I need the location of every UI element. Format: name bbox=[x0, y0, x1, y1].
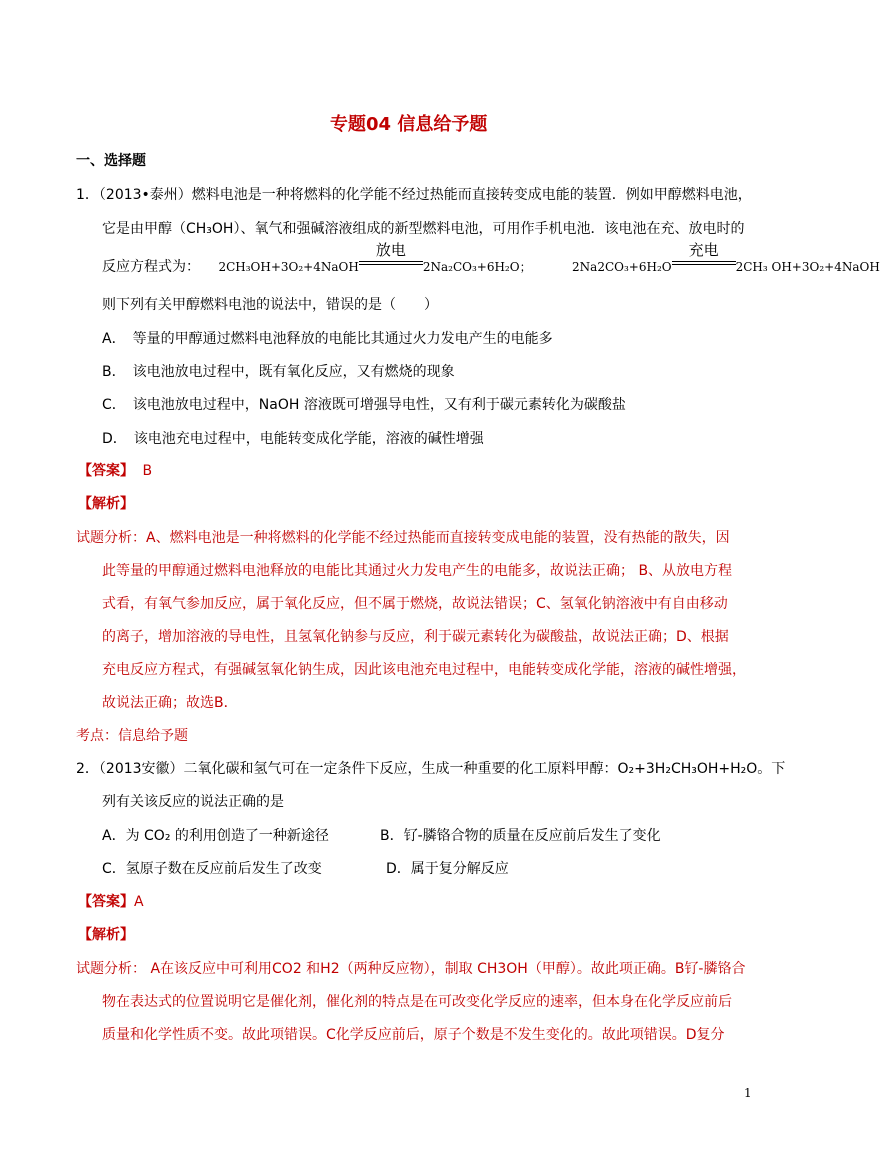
charge-label: 充电 bbox=[688, 241, 719, 259]
equation1-right: 2Na₂CO₃+6H₂O； bbox=[422, 260, 532, 274]
q1-line1: 1．（2013•泰州）燃料电池是一种将燃料的化学能不经过热能而直接转变成电能的装置．例如甲醇燃料电池， bbox=[76, 187, 752, 203]
q1-option-a: A． 等量的甲醇通过燃料电池释放的电能比其通过火力发电产生的电能多 bbox=[102, 331, 553, 347]
q1-analysis-line2: 此等量的甲醇通过燃料电池释放的电能比其通过火力发电产生的电能多，故说法正确； B、从放电方程 bbox=[102, 563, 733, 579]
q1-analysis-line3: 式看，有氧气参加反应，属于氧化反应，但不属于燃烧，故说法错误；C、氢氧化钠溶液中有自由移动 bbox=[102, 596, 728, 612]
q2-analysis-line3: 质量和化学性质不变。故此项错误。C化学反应前后，原子个数是不发生变化的。故此项错误。D复分 bbox=[102, 1027, 725, 1043]
q2-option-b: B．钌-膦铬合物的质量在反应前后发生了变化 bbox=[380, 828, 661, 844]
q1-analysis-line6: 故说法正确；故选B． bbox=[102, 695, 238, 711]
answer-value: B bbox=[142, 463, 153, 479]
q1-kaodian: 考点：信息给予题 bbox=[76, 728, 188, 744]
q1-option-c: C． 该电池放电过程中，NaOH 溶液既可增强导电性，又有利于碳元素转化为碳酸盐 bbox=[102, 397, 626, 413]
page-title: 专题04 信息给予题 bbox=[330, 114, 488, 135]
q2-option-c: C．氢原子数在反应前后发生了改变 bbox=[102, 861, 322, 877]
discharge-label: 放电 bbox=[375, 241, 406, 259]
q1-analysis-label: 【解析】 bbox=[78, 496, 134, 512]
q1-stem: 则下列有关甲醇燃料电池的说法中，错误的是（ ） bbox=[102, 297, 438, 313]
section-heading: 一、选择题 bbox=[76, 153, 146, 169]
q1-equation-line bbox=[102, 241, 880, 276]
answer-label: 【答案】 bbox=[78, 894, 134, 910]
q2-analysis-label: 【解析】 bbox=[78, 927, 134, 943]
q1-answer bbox=[78, 460, 152, 480]
q2-line1: 2．（2013安徽）二氧化碳和氢气可在一定条件下反应，生成一种重要的化工原料甲醇：O₂+3H₂CH₃OH+H₂O。下 bbox=[76, 761, 786, 777]
charge-arrow bbox=[672, 241, 736, 271]
answer-value: A bbox=[134, 894, 144, 910]
q1-analysis-line1: 试题分析：A、燃料电池是一种将燃料的化学能不经过热能而直接转变成电能的装置，没有热能的散失，因 bbox=[76, 530, 730, 546]
page-number: 1 bbox=[744, 1086, 752, 1100]
q2-analysis-line1: 试题分析： A在该反应中可利用CO2 和H2（两种反应物），制取 CH3OH（甲醇）。故此项正确。B钌-膦铬合 bbox=[76, 961, 746, 977]
answer-label: 【答案】 bbox=[78, 463, 134, 479]
q2-answer bbox=[78, 891, 144, 911]
q2-option-d: D．属于复分解反应 bbox=[386, 861, 509, 877]
q2-analysis-line2: 物在表达式的位置说明它是催化剂，催化剂的特点是在可改变化学反应的速率，但本身在化学反应前后 bbox=[102, 994, 732, 1010]
q1-analysis-line4: 的离子，增加溶液的导电性，且氢氧化钠参与反应，利于碳元素转化为碳酸盐，故说法正确；D、根据 bbox=[102, 629, 729, 645]
q1-option-d: D． 该电池充电过程中，电能转变成化学能，溶液的碱性增强 bbox=[102, 431, 484, 447]
q1-analysis-line5: 充电反应方程式，有强碱氢氧化钠生成，因此该电池充电过程中，电能转变成化学能，溶液的碱性增强， bbox=[102, 662, 746, 678]
q2-line2: 列有关该反应的说法正确的是 bbox=[102, 794, 284, 810]
equation-prefix: 反应方程式为： bbox=[102, 259, 200, 275]
discharge-arrow bbox=[359, 241, 423, 271]
equation2-right: 2CH₃ OH+3O₂+4NaOH bbox=[735, 260, 880, 274]
q1-option-b: B． 该电池放电过程中，既有氧化反应，又有燃烧的现象 bbox=[102, 364, 455, 380]
equation1-left: 2CH₃OH+3O₂+4NaOH bbox=[218, 260, 359, 274]
q2-option-a: A．为 CO₂ 的利用创造了一种新途径 bbox=[102, 828, 329, 844]
equation2-left: 2Na2CO₃+6H₂O bbox=[572, 260, 672, 274]
q1-line2: 它是由甲醇（CH₃OH）、氧气和强碱溶液组成的新型燃料电池，可用作手机电池．该电池在充、放电时的 bbox=[102, 221, 745, 237]
